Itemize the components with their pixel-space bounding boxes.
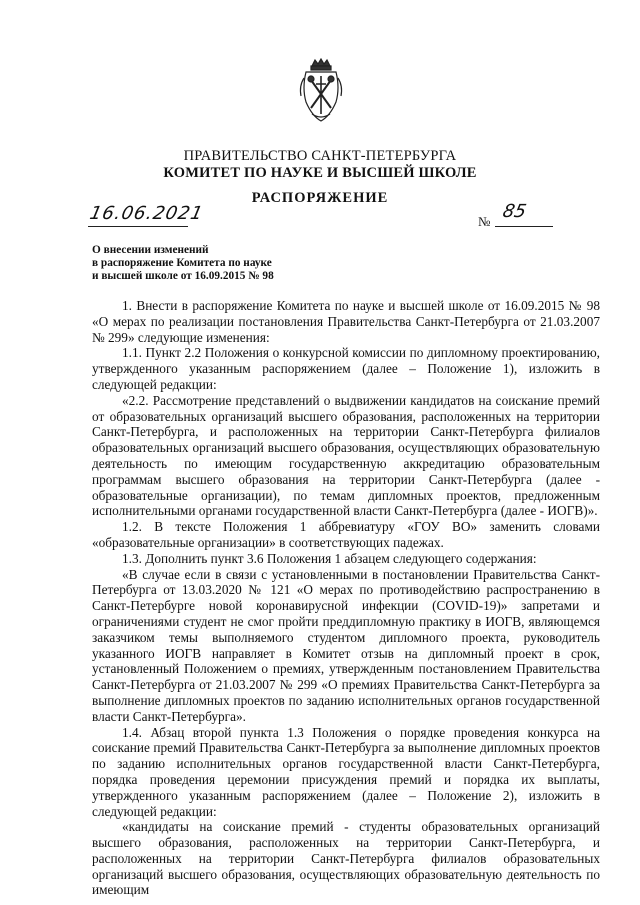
subject-line: О внесении изменений xyxy=(92,244,209,256)
document-number: 85 xyxy=(500,201,529,222)
date-underline xyxy=(88,226,188,227)
subject-line: и высшей школе от 16.09.2015 № 98 xyxy=(92,270,274,282)
paragraph: 1.3. Дополнить пункт 3.6 Положения 1 абзацем следующего содержания: xyxy=(122,550,537,566)
paragraph: 1. Внести в распоряжение Комитета по науке и высшей школе от 16.09.2015 № 98 «О мерах по реализации постановления Правительства Санкт-Петербурга от 21.03.2007 № 299» следующие изменения: xyxy=(92,298,600,345)
document-type: РАСПОРЯЖЕНИЕ xyxy=(251,190,389,206)
paragraph: «2.2. Рассмотрение представлений о выдвижении кандидатов на соискание премий от образовательных организаций высшего образования, расположенных на территории Санкт-Петербурга, и расположенных на территории Санкт-Петербурга филиалов образовательных организаций высшего образования, осуществляющих образовательную деятельность по имеющим государственную аккредитацию образовательным программам высшего образования на территории Санкт-Петербурга (далее - образовательные организации), по темам дипломных проектов, предложенным исполнительными органами государственной власти Санкт-Петербурга (далее - ИОГВ)». xyxy=(92,392,600,519)
coat-of-arms-icon xyxy=(298,58,344,124)
document-date: 16.06.2021 xyxy=(87,203,206,224)
paragraph: 1.1. Пункт 2.2 Положения о конкурсной комиссии по дипломному проектированию, утвержденного указанным распоряжением (далее – Положение 1), изложить в следующей редакции: xyxy=(92,345,600,392)
paragraph: «кандидаты на соискание премий - студенты образовательных организаций высшего образования, расположенных на территории Санкт-Петербурга, и расположенных на территории Санкт-Петербурга филиалов образовательных организаций высшего образования, осуществляющих образовательную деятельность по имеющим xyxy=(92,819,600,898)
paragraph: «В случае если в связи с установленными в постановлении Правительства Санкт-Петербурга от 13.03.2020 № 121 «О мерах по противодействию распространению в Санкт-Петербурге новой коронавирусной инфекции (COVID-19)» запретами и ограничениями студент не смог пройти преддипломную практику в ИОГВ, являющемся заказчиком темы выполняемого студентом дипломного проекта, руководитель указанного ИОГВ направляет в Комитет отзыв на дипломный проект в срок, установленный Положением о премиях, утвержденным постановлением Правительства Санкт-Петербурга от 21.03.2007 № 299 «О премиях Правительства Санкт-Петербурга за выполнение дипломных проектов по заданию исполнительных органов государственной власти Санкт-Петербурга». xyxy=(92,566,600,724)
government-title: ПРАВИТЕЛЬСТВО САНКТ-ПЕТЕРБУРГА xyxy=(183,148,457,164)
document-subject xyxy=(92,244,274,283)
document-body xyxy=(92,298,600,898)
paragraph: 1.2. В тексте Положения 1 аббревиатуру «ГОУ ВО» заменить словами «образовательные организации» в соответствующих падежах. xyxy=(92,519,600,550)
paragraph: 1.4. Абзац второй пункта 1.3 Положения о порядке проведения конкурса на соискание премий Правительства Санкт-Петербурга за выполнение дипломных проектов по заданию исполнительных органов государственной власти Санкт-Петербурга, порядка проведения церемонии присуждения премий и порядка их выплаты, утвержденного указанным распоряжением (далее – Положение 2), изложить в следующей редакции: xyxy=(92,724,600,819)
committee-title: КОМИТЕТ ПО НАУКЕ И ВЫСШЕЙ ШКОЛЕ xyxy=(163,165,477,181)
number-underline xyxy=(495,226,553,227)
subject-line: в распоряжение Комитета по науке xyxy=(92,257,272,269)
number-sign: № xyxy=(478,214,491,229)
